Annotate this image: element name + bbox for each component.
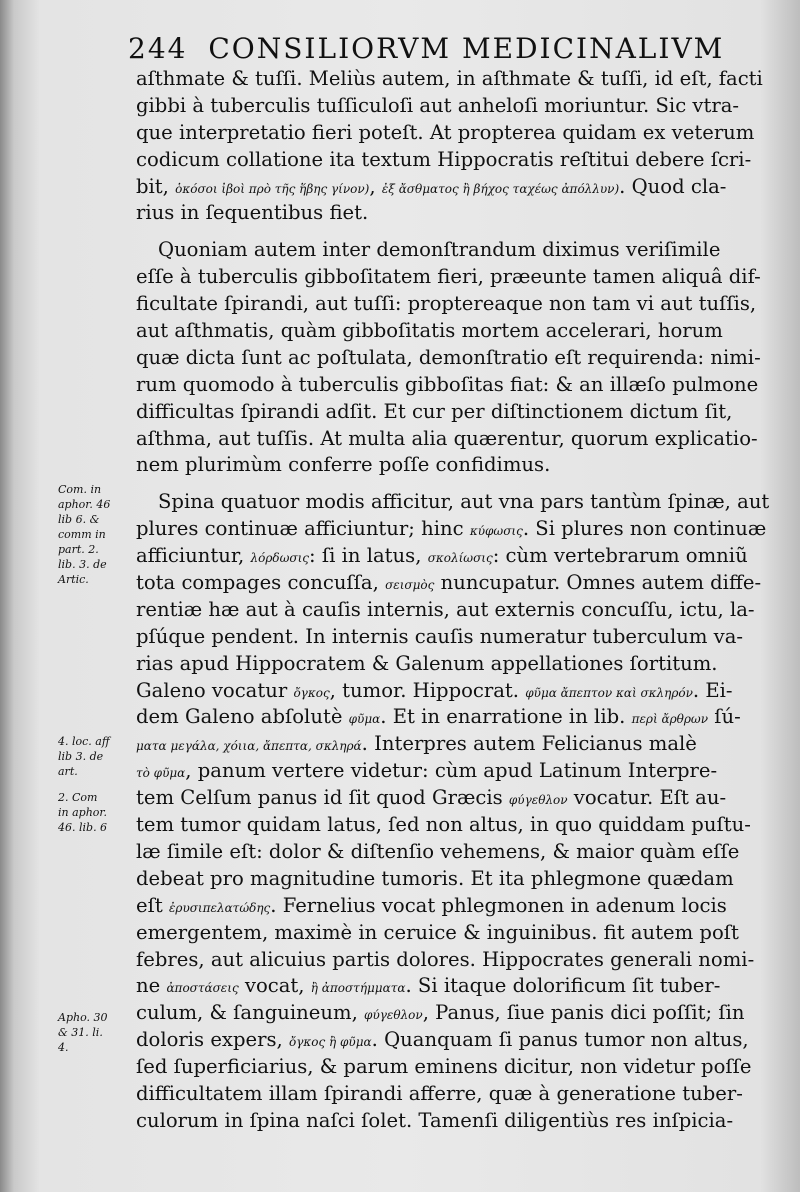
- greek-phrase: σκολίωσις: [427, 551, 493, 566]
- margin-note-line: lib 6. &: [58, 513, 100, 526]
- text-line: [136, 291, 772, 318]
- latin-text: . Quanquam ſi panus tumor non altus,: [371, 1028, 749, 1052]
- text-line: [136, 839, 772, 866]
- latin-text: Spina quatuor modis afficitur, aut vna pars tantùm ſpinæ, aut: [158, 490, 770, 514]
- latin-text: aſthmate & tuſſi. Meliùs autem, in aſthmate & tuſſi, id eſt, facti: [136, 67, 763, 90]
- text-line: [136, 704, 772, 731]
- latin-text: : cùm vertebrarum omniũ: [492, 544, 748, 568]
- latin-text: doloris expers,: [136, 1028, 289, 1052]
- text-line: [136, 426, 772, 453]
- latin-text: . Ei-: [692, 678, 733, 702]
- latin-text: læ ſimile eſt: dolor & diſtenſio vehemens, & maior quàm eſſe: [136, 839, 740, 863]
- latin-text: pſúque pendent. In internis cauſis numeratur tuberculum va-: [136, 624, 744, 648]
- text-line: [136, 893, 772, 920]
- latin-text: Quoniam autem inter demonſtrandum diximus veriſimile: [158, 238, 721, 262]
- latin-text: bit,: [136, 174, 176, 198]
- greek-phrase: ἀποστάσεις: [166, 981, 239, 996]
- text-line: [136, 866, 772, 893]
- margin-note-line: 46. lib. 6: [58, 821, 108, 834]
- latin-text: tem tumor quidam latus, ſed non altus, in quo quiddam puſtu-: [136, 813, 751, 837]
- latin-text: , tumor. Hippocrat.: [329, 678, 526, 702]
- margin-note-line: 4.: [58, 1041, 69, 1054]
- text-line: [136, 399, 772, 426]
- latin-text: . Fernelius vocat phlegmonen in adenum locis: [270, 893, 727, 917]
- latin-text: emergentem, maximè in ceruice & inguinibus. fit autem poſt: [136, 920, 739, 944]
- paragraph-gap: [136, 227, 772, 237]
- margin-note: [58, 1010, 134, 1055]
- latin-text: que interpretatio fieri poteſt. At propterea quidam ex veterum: [136, 120, 755, 144]
- latin-text: plures continuæ afficiuntur; hinc: [136, 517, 470, 541]
- text-line: [136, 973, 772, 1000]
- latin-text: . Si itaque dolorificum ſit tuber-: [405, 974, 721, 998]
- text-line: [136, 489, 772, 516]
- latin-text: nuncupatur. Omnes autem diffe-: [434, 571, 762, 595]
- text-line: [136, 678, 772, 705]
- margin-note-line: lib 3. de: [58, 750, 104, 763]
- text-line: [136, 1108, 772, 1135]
- latin-text: tota compages concuſſa,: [136, 571, 386, 595]
- text-line: [136, 785, 772, 812]
- paragraph-gap: [136, 479, 772, 489]
- margin-note-line: art.: [58, 765, 78, 778]
- text-line: [136, 516, 772, 543]
- latin-text: : ſi in latus,: [309, 544, 428, 568]
- text-line: [136, 66, 772, 93]
- latin-text: eſſe à tuberculis gibboſitatem fieri, præeunte tamen aliquâ dif-: [136, 265, 761, 289]
- latin-text: tem Celſum panus id ſit quod Græcis: [136, 786, 509, 810]
- margin-note-line: Com. in: [58, 483, 102, 496]
- text-line: [136, 237, 772, 264]
- text-line: [136, 264, 772, 291]
- paragraph: [136, 489, 772, 1134]
- margin-note-line: 2. Com: [58, 791, 98, 804]
- text-line: [136, 452, 772, 479]
- text-line: [136, 624, 772, 651]
- latin-text: rius in ſequentibus fiet.: [136, 201, 369, 225]
- greek-phrase: λόρδωσις: [250, 551, 310, 566]
- text-line: [136, 1054, 772, 1081]
- margin-note-line: aphor. 46: [58, 498, 111, 511]
- text-line: [136, 318, 772, 345]
- greek-phrase: περὶ ἄρθρων: [631, 712, 709, 727]
- margin-note-line: comm in: [58, 528, 106, 541]
- paragraph: [136, 237, 772, 479]
- text-line: [136, 651, 772, 678]
- latin-text: ne: [136, 974, 167, 998]
- page-number: 244: [128, 32, 188, 65]
- greek-phrase: ὁκόσοι ἰβοὶ πρὸ τῆς ἥβης γίνον): [175, 181, 370, 196]
- latin-text: debeat pro magnitudine tumoris. Et ita phlegmone quædam: [136, 866, 734, 890]
- latin-text: Galeno vocatur: [136, 678, 294, 702]
- latin-text: dem Galeno abſolutè: [136, 705, 349, 729]
- greek-phrase: φύγεθλον: [364, 1008, 423, 1023]
- paragraph: [136, 66, 772, 227]
- greek-phrase: φῦμα: [348, 712, 381, 727]
- greek-phrase: ὄγκος ἢ φῦμα: [288, 1035, 372, 1050]
- text-line: [136, 120, 772, 147]
- text-line: [136, 93, 772, 120]
- text-line: [136, 543, 772, 570]
- text-line: [136, 947, 772, 974]
- latin-text: , Panus, ſiue panis dici poſſit; ſin: [422, 1001, 745, 1025]
- latin-text: difficultatem illam ſpirandi afferre, quæ à generatione tuber-: [136, 1081, 743, 1105]
- margin-note-line: in aphor.: [58, 806, 107, 819]
- latin-text: ,: [369, 174, 382, 198]
- margin-note-line: Apho. 30: [58, 1011, 108, 1024]
- latin-text: ſú-: [708, 705, 741, 729]
- margin-note: [58, 734, 134, 779]
- text-line: [136, 345, 772, 372]
- text-line: [136, 1000, 772, 1027]
- greek-phrase: φῦμα ἄπεπτον καὶ σκληρόν: [525, 685, 693, 700]
- latin-text: vocat,: [238, 974, 311, 998]
- latin-text: aut aſthmatis, quàm gibboſitatis mortem accelerari, horum: [136, 319, 723, 343]
- text-line: [136, 147, 772, 174]
- greek-phrase: ἐρυσιπελατώδης: [168, 900, 271, 915]
- margin-note: [58, 482, 134, 587]
- margin-note-line: lib. 3. de: [58, 558, 107, 571]
- text-line: [136, 758, 772, 785]
- latin-text: . Interpres autem Felicianus malè: [361, 732, 697, 756]
- margin-note-line: & 31. li.: [58, 1026, 103, 1039]
- latin-text: rias apud Hippocratem & Galenum appellationes ſortitum.: [136, 651, 718, 675]
- latin-text: . Quod cla-: [619, 174, 727, 198]
- greek-phrase: ἢ ἀποστήμματα: [310, 981, 406, 996]
- text-line: [136, 597, 772, 624]
- latin-text: culum, & ſanguineum,: [136, 1001, 365, 1025]
- greek-phrase: ἐξ ἄσθματος ἢ βήχος ταχέως ἀπόλλυν): [381, 181, 620, 196]
- latin-text: vocatur. Eſt au-: [567, 786, 727, 810]
- latin-text: rentiæ hæ aut à cauſis internis, aut externis concuſſu, ictu, la-: [136, 597, 755, 621]
- greek-phrase: κύφωσις: [469, 524, 523, 539]
- greek-phrase: σεισμὸς: [385, 578, 435, 593]
- latin-text: difficultas ſpirandi adſit. Et cur per diſtinctionem dictum ſit,: [136, 399, 733, 423]
- latin-text: , panum vertere videtur: cùm apud Latinum Interpre-: [185, 759, 718, 783]
- text-line: [136, 200, 772, 227]
- margin-note-line: part. 2.: [58, 543, 99, 556]
- latin-text: . Si plures non continuæ: [522, 517, 767, 541]
- body-text: [136, 66, 772, 1135]
- latin-text: quæ dicta ſunt ac poſtulata, demonſtratio eſt requirenda: nimi-: [136, 345, 761, 369]
- text-line: [136, 372, 772, 399]
- latin-text: codicum collatione ita textum Hippocratis reſtitui debere ſcri-: [136, 147, 752, 171]
- text-line: [136, 1081, 772, 1108]
- latin-text: eſt: [136, 893, 169, 917]
- latin-text: rum quomodo à tuberculis gibboſitas fiat: & an illæſo pulmone: [136, 372, 759, 396]
- latin-text: . Et in enarratione in lib.: [380, 705, 632, 729]
- latin-text: nem plurimùm conferre poſſe confidimus.: [136, 453, 551, 477]
- running-title: CONSILIORVM MEDICINALIVM: [208, 32, 725, 65]
- text-line: [136, 570, 772, 597]
- margin-note: [58, 790, 134, 835]
- latin-text: aſthma, aut tuſſis. At multa alia quærentur, quorum explicatio-: [136, 426, 758, 450]
- text-line: [136, 812, 772, 839]
- latin-text: ſed ſuperficiarius, & parum eminens dicitur, non videtur poſſe: [136, 1055, 752, 1079]
- text-line: [136, 731, 772, 758]
- latin-text: ficultate ſpirandi, aut tuſſi: proptereaque non tam vi aut tuſſis,: [136, 292, 757, 316]
- text-line: [136, 1027, 772, 1054]
- latin-text: febres, aut alicuius partis dolores. Hippocrates generali nomi-: [136, 947, 755, 971]
- margin-note-line: 4. loc. aff: [58, 735, 110, 748]
- greek-phrase: ματα μεγάλα, χόιια, ἄπεπτα, σκληρά: [136, 739, 362, 754]
- latin-text: gibbi à tuberculis tuſſiculoſi aut anheloſi moriuntur. Sic vtra-: [136, 93, 740, 117]
- greek-phrase: ὄγκος: [293, 685, 330, 700]
- text-line: [136, 920, 772, 947]
- margin-note-line: Artic.: [58, 573, 89, 586]
- latin-text: afficiuntur,: [136, 544, 251, 568]
- latin-text: culorum in ſpina naſci ſolet. Tamenſi diligentiùs res inſpicia-: [136, 1108, 734, 1132]
- greek-phrase: φύγεθλον: [508, 793, 568, 808]
- text-line: [136, 174, 772, 201]
- greek-phrase: τὸ φῦμα: [136, 766, 186, 781]
